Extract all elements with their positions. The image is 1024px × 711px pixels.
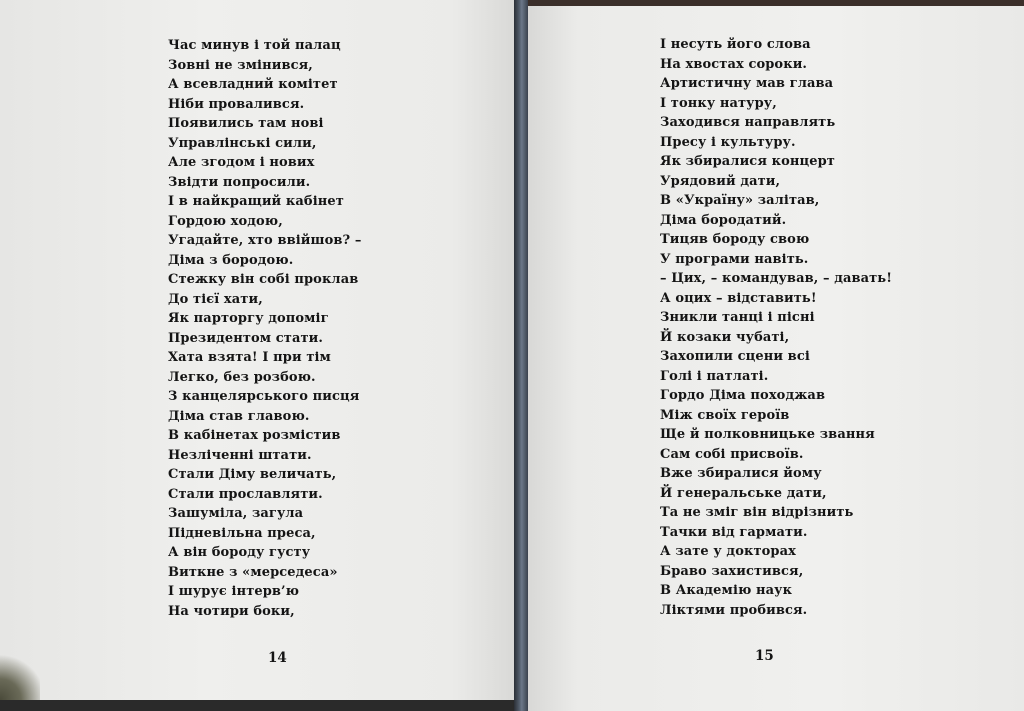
book-gutter [514, 0, 528, 711]
poem-line: Зовні не змінився, [168, 57, 313, 73]
poem-line: Гордо Діма походжав [660, 388, 826, 403]
poem-line: Урядовий дати, [660, 173, 781, 189]
poem-line: Зникли танці і пісні [660, 310, 815, 325]
poem-line: І в найкращий кабінет [168, 194, 344, 209]
poem-line: В Академію наук [660, 583, 793, 598]
poem-line: Президентом стати. [168, 330, 323, 346]
page-number-left: 14 [268, 650, 287, 666]
poem-line: В «Україну» залітав, [660, 193, 820, 208]
poem-line: З канцелярського писця [168, 389, 360, 404]
poem-line: Зашуміла, загула [168, 506, 304, 521]
poem-line: Виткне з «мерседеса» [168, 564, 338, 580]
poem-line: На хвостах сороки. [660, 56, 808, 72]
poem-line: Легко, без розбою. [168, 369, 316, 385]
poem-line: Й козаки чубаті, [660, 329, 790, 345]
poem-line: Стежку він собі проклав [168, 272, 359, 287]
poem-line: І тонку натуру, [660, 95, 777, 111]
poem-line: І шурує інтерв’ю [168, 584, 300, 599]
poem-line: Захопили сцени всі [660, 349, 810, 364]
poem-line: Тачки від гармати. [660, 524, 808, 540]
poem-line: Угадайте, хто ввійшов? – [168, 233, 362, 248]
poem-line: Голі і патлаті. [660, 368, 769, 384]
poem-line: До тієї хати, [168, 291, 263, 307]
poem-line: Тицяв бороду свою [660, 232, 810, 247]
poem-line: Браво захистився, [660, 563, 804, 579]
poem-line: Діма з бородою. [168, 252, 294, 268]
poem-line: А він бороду густу [168, 545, 311, 560]
poem-line: Час минув і той палац [168, 38, 341, 53]
poem-line: Між своїх героїв [660, 407, 790, 423]
poem-line: А зате у докторах [660, 544, 796, 559]
poem-line: Незліченні штати. [168, 447, 312, 463]
poem-line: Стали Діму величать, [168, 467, 337, 482]
poem-line: – Цих, – командував, – давать! [660, 271, 893, 286]
poem-line: Та не зміг він відрізнить [660, 505, 854, 520]
poem-line: Ще й полковницьке звання [660, 427, 875, 442]
poem-line: Стали прославляти. [168, 486, 323, 502]
right-poem-text [660, 35, 892, 620]
poem-line: На чотири боки, [168, 603, 295, 619]
poem-line: Сам собі присвоїв. [660, 446, 804, 462]
poem-line: Артистичну мав глава [660, 76, 834, 91]
poem-line: А оцих – відставить! [660, 290, 817, 306]
poem-line: Як збиралися концерт [660, 154, 835, 169]
poem-line: Як парторгу допоміг [168, 311, 329, 326]
poem-line: Управлінські сили, [168, 135, 317, 151]
poem-line: Заходився направлять [660, 115, 836, 130]
poem-line: Діма бородатий. [660, 212, 787, 228]
page-corner-shadow [0, 655, 40, 700]
poem-line: Ліктями пробився. [660, 602, 808, 618]
poem-line: У програми навіть. [660, 251, 809, 267]
poem-line: Підневільна преса, [168, 525, 316, 541]
poem-line: Вже збиралися йому [660, 466, 822, 481]
poem-line: Ніби провалився. [168, 96, 305, 112]
poem-line: Й генеральське дати, [660, 485, 827, 501]
poem-line: Гордою ходою, [168, 213, 283, 229]
poem-line: В кабінетах розмістив [168, 428, 341, 443]
poem-line: Звідти попросили. [168, 174, 311, 190]
page-number-right: 15 [755, 648, 774, 664]
poem-line: І несуть його слова [660, 37, 811, 52]
poem-line: Хата взята! І при тім [168, 350, 331, 365]
scan-edge-top [528, 0, 1024, 6]
poem-line: Появились там нові [168, 116, 324, 131]
poem-line: А всевладний комітет [168, 77, 338, 92]
left-poem-text [168, 36, 361, 621]
poem-line: Але згодом і нових [168, 155, 315, 170]
poem-line: Пресу і культуру. [660, 134, 796, 150]
poem-line: Діма став главою. [168, 408, 310, 424]
scan-edge-bottom [0, 700, 514, 711]
